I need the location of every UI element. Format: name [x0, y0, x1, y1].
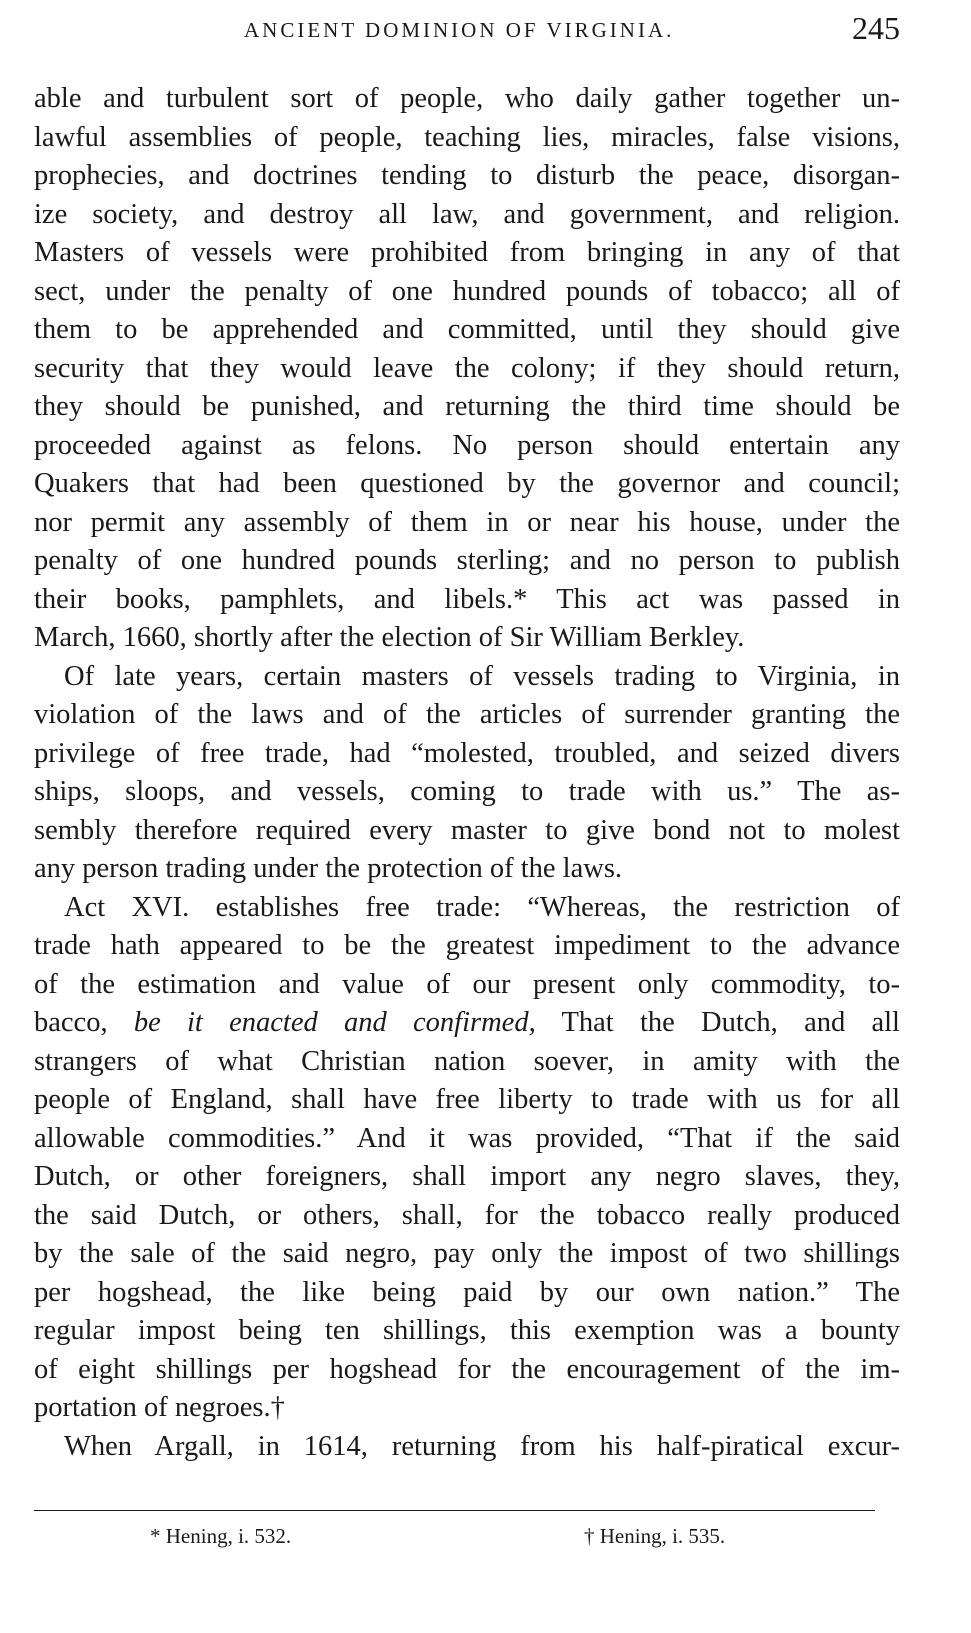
- text-line: violation of the laws and of the articles of surrender granting the: [34, 699, 900, 730]
- text-line: prophecies, and doctrines tending to disturb the peace, disorgan-: [34, 160, 900, 191]
- text-line: proceeded against as felons. No person should entertain any: [34, 429, 900, 461]
- text-line: sembly therefore required every master to give bond not to molest: [34, 814, 900, 846]
- text-line: nor permit any assembly of them in or near his house, under the: [34, 506, 900, 538]
- footnote-2: † Hening, i. 535.: [584, 1524, 726, 1548]
- text-line: of the estimation and value of our present only commodity, to-: [34, 968, 900, 1000]
- footnote-1: * Hening, i. 532.: [150, 1524, 292, 1548]
- running-title: ANCIENT DOMINION OF VIRGINIA.: [244, 18, 675, 42]
- footnotes: [34, 1524, 900, 1564]
- text-line: per hogshead, the like being paid by our own nation.” The: [34, 1276, 900, 1308]
- text-segment: bacco,: [34, 1007, 134, 1038]
- text-line: their books, pamphlets, and libels.* This act was passed in: [34, 583, 900, 615]
- body-text: [34, 80, 900, 1466]
- text-line: ships, sloops, and vessels, coming to trade with us.” The as-: [34, 776, 900, 807]
- text-line: trade hath appeared to be the greatest impediment to the advance: [34, 930, 900, 961]
- text-line: any person trading under the protection of the laws.: [34, 853, 623, 884]
- text-line: by the sale of the said negro, pay only the impost of two shillings: [34, 1238, 900, 1269]
- text-line: Quakers that had been questioned by the governor and council;: [34, 468, 900, 499]
- text-line: of eight shillings per hogshead for the encouragement of the im-: [34, 1353, 900, 1385]
- text-line: they should be punished, and returning the third time should be: [34, 391, 900, 422]
- running-head: [34, 10, 900, 50]
- text-line: Masters of vessels were prohibited from bringing in any of that: [34, 237, 900, 268]
- text-line: allowable commodities.” And it was provided, “That if the said: [34, 1122, 900, 1154]
- text-line: penalty of one hundred pounds sterling; and no person to publish: [34, 545, 900, 576]
- text-line: March, 1660, shortly after the election of Sir William Berkley.: [34, 622, 745, 653]
- text-line: sect, under the penalty of one hundred pounds of tobacco; all of: [34, 275, 900, 307]
- text-line: strangers of what Christian nation soever, in amity with the: [34, 1045, 900, 1077]
- text-line: ize society, and destroy all law, and government, and religion.: [34, 198, 900, 230]
- footnote-rule: [34, 1510, 875, 1511]
- text-line: people of England, shall have free liberty to trade with us for all: [34, 1084, 900, 1115]
- text-line: regular impost being ten shillings, this exemption was a bounty: [34, 1315, 900, 1346]
- text-line-with-italic: [34, 1004, 900, 1043]
- text-line: able and turbulent sort of people, who daily gather together un-: [34, 83, 900, 114]
- text-line: lawful assemblies of people, teaching lies, miracles, false visions,: [34, 121, 900, 153]
- text-line: security that they would leave the colony; if they should return,: [34, 352, 900, 384]
- text-line: Dutch, or other foreigners, shall import any negro slaves, they,: [34, 1161, 900, 1192]
- paragraph-start-line: Act XVI. establishes free trade: “Whereas, the restriction of: [64, 891, 900, 923]
- page-number: 245: [852, 10, 900, 46]
- paragraph-start-line: Of late years, certain masters of vessels trading to Virginia, in: [64, 660, 900, 692]
- paragraph-start-line: When Argall, in 1614, returning from his half-piratical excur-: [64, 1430, 900, 1462]
- text-segment: That the Dutch, and all: [535, 1007, 900, 1038]
- text-line: the said Dutch, or others, shall, for the tobacco really produced: [34, 1199, 900, 1231]
- text-line: privilege of free trade, had “molested, troubled, and seized divers: [34, 737, 900, 769]
- italic-phrase: be it enacted and confirmed,: [133, 1007, 536, 1038]
- text-line: them to be apprehended and committed, until they should give: [34, 314, 900, 345]
- text-line: portation of negroes.†: [34, 1392, 285, 1423]
